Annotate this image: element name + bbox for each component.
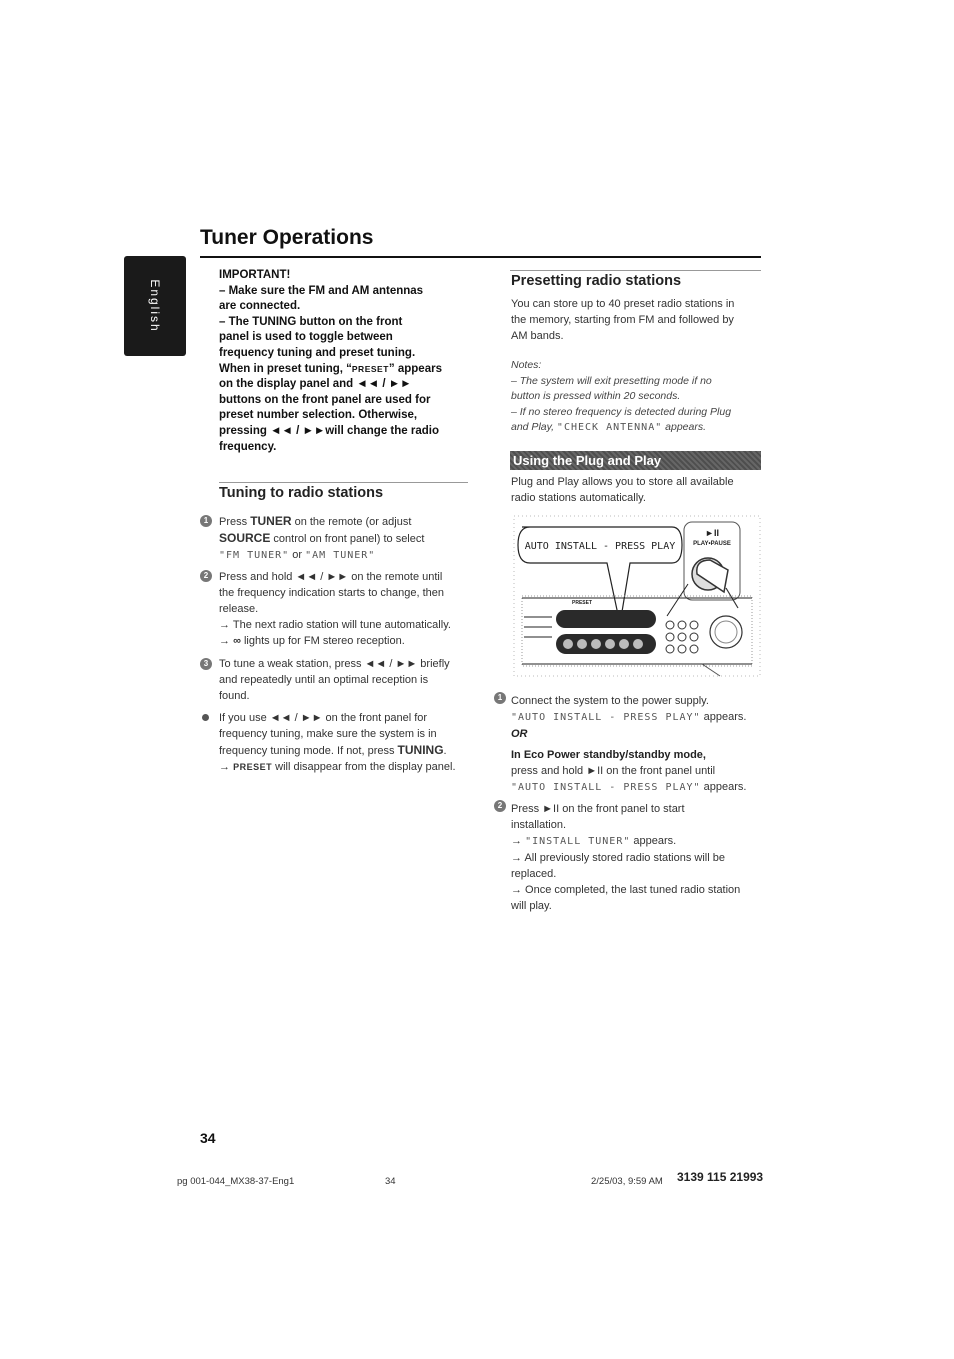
text: When in preset tuning, “ <box>219 362 352 375</box>
text: and Play, <box>511 421 557 433</box>
section-rule <box>219 482 468 483</box>
text: . <box>443 745 447 757</box>
section-heading-tuning: Tuning to radio stations <box>219 485 384 501</box>
footer-code: 3139 115 21993 <box>677 1170 764 1184</box>
plugplay-intro <box>511 474 761 506</box>
lcd-text: "AUTO INSTALL - PRESS PLAY" <box>511 712 701 723</box>
text-line <box>511 833 763 850</box>
text-line <box>219 530 474 547</box>
control-knob-small <box>678 621 686 629</box>
text-line: the frequency indication starts to change, then <box>219 587 445 599</box>
presetting-notes <box>511 358 761 436</box>
text-line: Connect the system to the power supply. <box>511 695 709 707</box>
control-knob-small <box>690 621 698 629</box>
text: appears. <box>662 421 707 433</box>
language-tab-label: English <box>148 279 162 333</box>
text: → <box>511 835 526 847</box>
preset-button <box>591 639 601 649</box>
note-line: button is pressed within 20 seconds. <box>511 390 681 402</box>
text-line: → All previously stored radio stations will be <box>511 852 725 864</box>
lcd-text: "AUTO INSTALL - PRESS PLAY" <box>511 782 701 793</box>
text-line: and repeatedly until an optimal reception is <box>219 674 429 686</box>
preset-button <box>633 639 643 649</box>
text-line: replaced. <box>511 868 557 880</box>
control-knob-small <box>690 633 698 641</box>
footer-filename: pg 001-044_MX38-37-Eng1 <box>177 1176 295 1187</box>
footer-date: 2/25/03, 9:59 AM <box>591 1176 663 1187</box>
display-window <box>556 610 656 628</box>
speech-bubble-text: AUTO INSTALL - PRESS PLAY <box>524 541 676 552</box>
note-line: – If no stereo frequency is detected during Plug <box>511 405 732 418</box>
text-line <box>219 547 474 564</box>
preset-indicator: PRESET <box>233 762 273 772</box>
play-button-label: PLAY•PAUSE <box>693 541 731 547</box>
text-line: release. <box>219 603 259 615</box>
banner-label: Using the Plug and Play <box>513 453 662 468</box>
notes-label: Notes: <box>511 359 542 371</box>
preset-button <box>577 639 587 649</box>
text-line <box>511 779 763 796</box>
text: frequency tuning mode. If not, press <box>219 745 398 757</box>
important-line: – Make sure the FM and AM antennas <box>219 284 424 297</box>
important-line: – The TUNING button on the front <box>219 315 403 328</box>
text-line: will play. <box>511 900 552 912</box>
page-title: Tuner Operations <box>200 226 374 249</box>
tuning-step-2 <box>219 569 479 649</box>
pointer-line <box>667 584 688 616</box>
play-button-glyph: ►II <box>705 528 719 538</box>
step-number: 1 <box>200 515 212 527</box>
text: Press <box>219 516 251 528</box>
device-foot-line <box>702 664 720 676</box>
plugplay-step-2 <box>511 801 763 914</box>
text-line <box>219 742 479 759</box>
preset-button <box>619 639 629 649</box>
control-knob-small <box>666 645 674 653</box>
control-knob-small <box>690 645 698 653</box>
text-line: Press ►II on the front panel to start <box>511 803 685 815</box>
text-line <box>219 633 479 649</box>
control-knob-small <box>678 645 686 653</box>
section-heading-presetting: Presetting radio stations <box>511 273 682 289</box>
important-line: preset number selection. Otherwise, <box>219 409 418 422</box>
text-line: installation. <box>511 819 567 831</box>
important-line: panel is used to toggle between <box>219 331 393 344</box>
text-line: → The next radio station will tune automatically. <box>219 619 451 631</box>
tuning-step-1 <box>219 513 474 564</box>
text-line: Plug and Play allows you to store all available <box>511 476 734 488</box>
tuning-step-3 <box>219 656 479 704</box>
important-line: pressing ◄◄ / ►►will change the radio <box>219 424 439 437</box>
or-label: OR <box>511 728 528 740</box>
important-line: buttons on the front panel are used for <box>219 393 431 406</box>
important-block <box>219 268 469 455</box>
lcd-text: "AM TUNER" <box>305 550 376 561</box>
preset-label: PRESET <box>572 600 593 606</box>
bullet-icon <box>202 714 209 721</box>
text: → <box>219 635 234 647</box>
control-knob-small <box>666 633 674 641</box>
plugplay-step-1 <box>511 693 763 796</box>
text-line <box>511 709 763 726</box>
stereo-icon: ∞ <box>233 635 241 647</box>
text: or <box>289 549 306 561</box>
text-line: Press and hold ◄◄ / ►► on the remote until <box>219 571 443 583</box>
control-knob-small <box>678 633 686 641</box>
important-line: are connected. <box>219 300 301 313</box>
text: ” appears <box>388 362 442 375</box>
text-line: press and hold ►II on the front panel until <box>511 765 716 777</box>
title-rule <box>200 256 761 258</box>
step-number: 2 <box>494 800 506 812</box>
tuning-note <box>219 710 479 775</box>
text-line: the memory, starting from FM and followed by <box>511 314 734 326</box>
important-line: frequency. <box>219 440 277 453</box>
text-line: AM bands. <box>511 330 564 342</box>
language-tab <box>124 256 186 356</box>
text: will disappear from the display panel. <box>272 761 456 773</box>
step-number: 3 <box>200 658 212 670</box>
preset-indicator: PRESET <box>351 363 389 374</box>
text: appears. <box>700 711 747 723</box>
device-body <box>522 596 752 666</box>
footer-page: 34 <box>385 1176 396 1187</box>
device-illustration <box>512 512 762 684</box>
text-line: → Once completed, the last tuned radio station <box>511 884 741 896</box>
important-line: on the display panel and ◄◄ / ►► <box>219 378 412 391</box>
text-line: If you use ◄◄ / ►► on the front panel for <box>219 712 428 724</box>
plug-and-play-banner <box>510 451 761 470</box>
text: appears. <box>630 835 677 847</box>
preset-button <box>605 639 615 649</box>
important-heading: IMPORTANT! <box>219 269 291 281</box>
text: → <box>219 761 234 773</box>
source-key: SOURCE <box>219 531 271 545</box>
text: on the remote (or adjust <box>291 516 412 528</box>
text: appears. <box>700 781 747 793</box>
text-line: frequency tuning, make sure the system is in <box>219 728 437 740</box>
important-line <box>219 362 469 378</box>
step-number: 2 <box>200 570 212 582</box>
important-line: frequency tuning and preset tuning. <box>219 346 416 359</box>
lcd-text: "FM TUNER" <box>219 550 290 561</box>
tuning-key: TUNING <box>397 743 444 757</box>
subheading: In Eco Power standby/standby mode, <box>511 749 706 761</box>
text: lights up for FM stereo reception. <box>240 635 405 647</box>
text-line: radio stations automatically. <box>511 492 646 504</box>
text-line <box>219 759 479 775</box>
volume-knob-inner <box>715 621 737 643</box>
note-line: – The system will exit presetting mode if no <box>511 374 712 387</box>
lcd-text: "CHECK ANTENNA" <box>556 422 663 433</box>
lcd-text: "INSTALL TUNER" <box>525 836 631 847</box>
text-line: found. <box>219 690 250 702</box>
text: control on front panel) to select <box>270 533 425 545</box>
page-number: 34 <box>200 1130 216 1146</box>
tuner-key: TUNER <box>250 514 292 528</box>
text-line: You can store up to 40 preset radio stations in <box>511 298 735 310</box>
control-knob-small <box>666 621 674 629</box>
preset-button <box>563 639 573 649</box>
section-rule <box>510 270 761 271</box>
presetting-body <box>511 296 761 344</box>
text-line <box>219 513 474 530</box>
step-number: 1 <box>494 692 506 704</box>
note-line <box>511 420 761 436</box>
text-line: To tune a weak station, press ◄◄ / ►► briefly <box>219 658 450 670</box>
